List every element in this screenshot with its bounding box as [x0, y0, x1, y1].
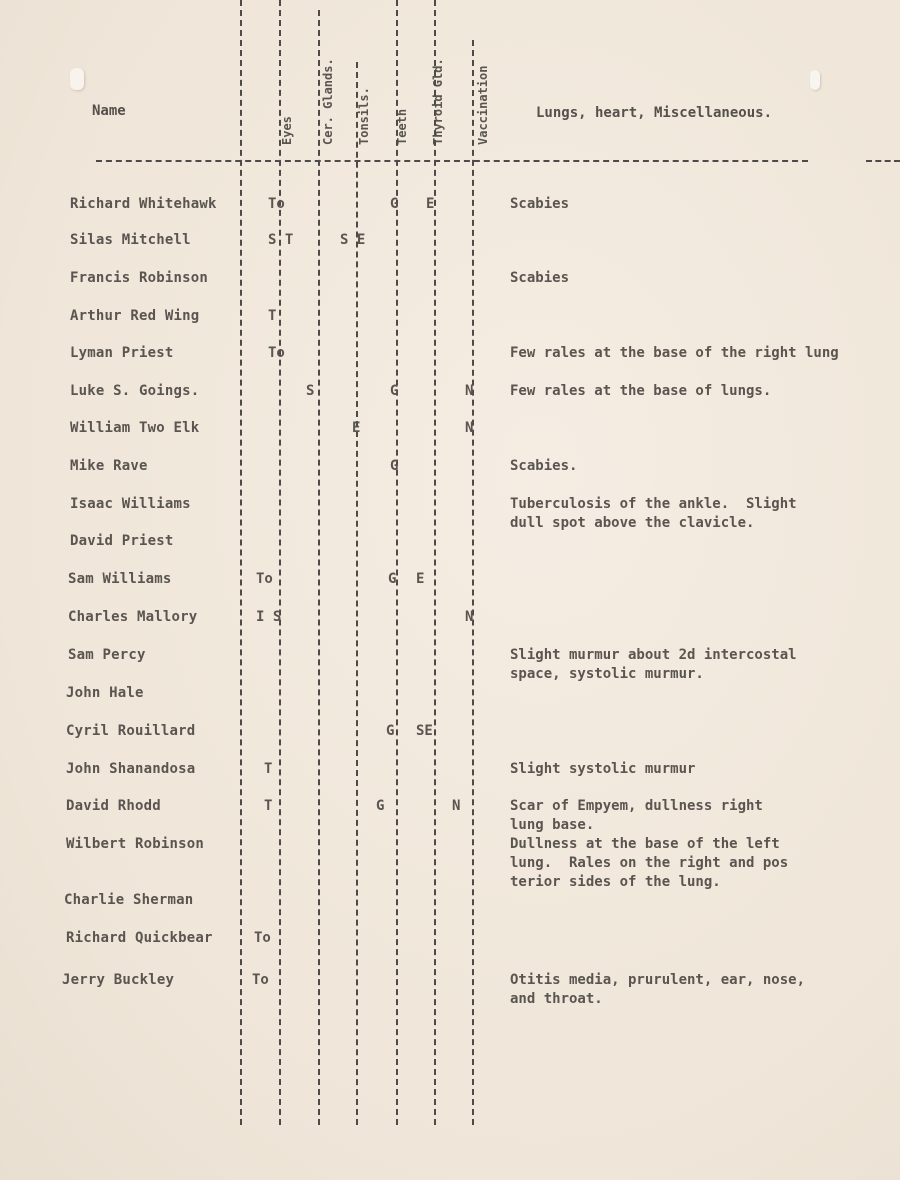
patient-name: Mike Rave: [70, 458, 148, 474]
exam-note: Scabies.: [510, 458, 578, 474]
cer-glands-column-header: Cer. Glands.: [321, 58, 335, 145]
patient-name: Charlie Sherman: [64, 892, 194, 908]
exam-mark: E: [352, 420, 361, 436]
column-rule: [318, 10, 320, 1125]
exam-mark: T: [268, 308, 277, 324]
exam-note: Scabies: [510, 196, 570, 212]
patient-name: Luke S. Goings.: [70, 383, 200, 399]
paper-dent: [70, 68, 84, 90]
exam-mark: N: [465, 383, 474, 399]
exam-mark: G: [386, 723, 395, 739]
teeth-column-header: Teeth: [395, 108, 409, 145]
exam-mark: I S: [256, 609, 282, 625]
exam-mark: G: [376, 798, 385, 814]
patient-name: John Hale: [66, 685, 144, 701]
patient-name: Lyman Priest: [70, 345, 174, 361]
column-rule: [356, 62, 358, 1125]
thyroid-column-header: Thyroid Gld.: [431, 58, 445, 145]
tonsils-column-header: Tonsils.: [357, 87, 371, 145]
column-rule: [472, 40, 474, 1125]
header-divider-fragment: [866, 160, 900, 162]
patient-name: Sam Williams: [68, 571, 172, 587]
exam-note: Tuberculosis of the ankle. Slight dull spot above the clavicle.: [510, 496, 797, 531]
eyes-column-header: Eyes: [280, 116, 294, 145]
vaccination-column-header: Vaccination: [476, 65, 490, 145]
column-rule: [434, 0, 436, 1125]
exam-mark: E: [416, 571, 425, 587]
exam-mark: N: [452, 798, 461, 814]
exam-mark: To: [256, 571, 273, 587]
column-rule: [240, 0, 242, 1125]
misc-column-header: Lungs, heart, Miscellaneous.: [536, 105, 773, 121]
exam-mark: G: [390, 383, 399, 399]
header-divider: [96, 160, 808, 162]
exam-note: Scar of Empyem, dullness right lung base.: [510, 798, 763, 833]
patient-name: Wilbert Robinson: [66, 836, 205, 852]
exam-note: Dullness at the base of the left lung. Rales on the right and pos terior sides of the lung.: [510, 836, 789, 890]
exam-note: Slight systolic murmur: [510, 761, 696, 777]
exam-note: Scabies: [510, 270, 570, 286]
patient-name: Cyril Rouillard: [66, 723, 196, 739]
patient-name: David Rhodd: [66, 798, 161, 814]
exam-mark: G: [390, 458, 399, 474]
exam-note: Few rales at the base of lungs.: [510, 383, 772, 399]
name-column-header: Name: [92, 103, 126, 119]
exam-mark: N: [465, 609, 474, 625]
exam-note: Few rales at the base of the right lung: [510, 345, 839, 361]
patient-name: John Shanandosa: [66, 761, 196, 777]
patient-name: David Priest: [70, 533, 174, 549]
exam-mark: S T: [268, 232, 294, 248]
exam-mark: To: [268, 345, 285, 361]
patient-name: Sam Percy: [68, 647, 146, 663]
column-rule: [396, 0, 398, 1125]
patient-name: Richard Whitehawk: [70, 196, 217, 212]
column-rule: [279, 0, 281, 1125]
exam-mark: T: [264, 761, 273, 777]
patient-name: Isaac Williams: [70, 496, 191, 512]
patient-name: Richard Quickbear: [66, 930, 213, 946]
exam-note: Slight murmur about 2d intercostal space, systolic murmur.: [510, 647, 797, 682]
exam-mark: E: [426, 196, 435, 212]
patient-name: Jerry Buckley: [62, 972, 175, 988]
exam-mark: To: [268, 196, 285, 212]
exam-mark: SE: [416, 723, 433, 739]
patient-name: Silas Mitchell: [70, 232, 191, 248]
patient-name: Francis Robinson: [70, 270, 209, 286]
patient-name: Charles Mallory: [68, 609, 198, 625]
exam-mark: G: [390, 196, 399, 212]
paper-dent: [810, 70, 820, 90]
exam-mark: To: [252, 972, 269, 988]
exam-mark: T: [264, 798, 273, 814]
exam-mark: S: [306, 383, 315, 399]
patient-name: Arthur Red Wing: [70, 308, 200, 324]
exam-mark: To: [254, 930, 271, 946]
exam-mark: N: [465, 420, 474, 436]
patient-name: William Two Elk: [70, 420, 200, 436]
exam-mark: S E: [340, 232, 366, 248]
exam-note: Otitis media, prurulent, ear, nose, and throat.: [510, 972, 806, 1007]
exam-mark: G: [388, 571, 397, 587]
